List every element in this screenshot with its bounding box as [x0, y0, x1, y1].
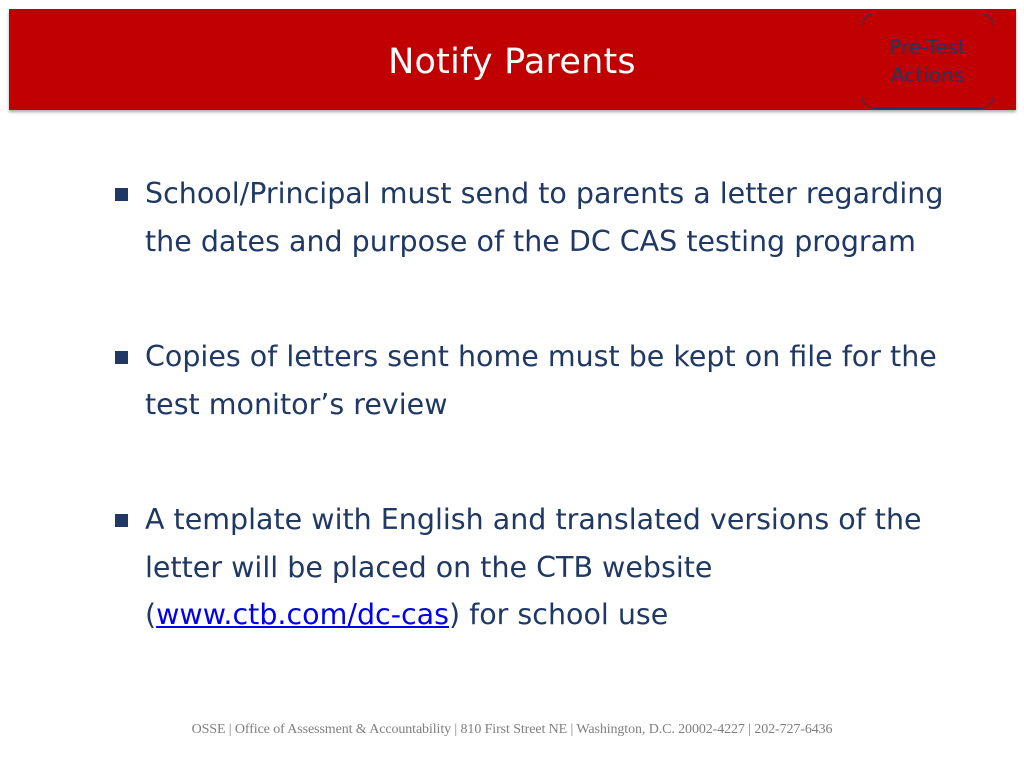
bullet-item-template: [112, 496, 972, 639]
bullet-item-notify-letter: [112, 170, 972, 265]
slide-title: Notify Parents: [388, 42, 636, 82]
ctb-website-link[interactable]: www.ctb.com/dc-cas: [156, 598, 449, 631]
square-bullet-icon: [115, 351, 128, 364]
bullet-text: Copies of letters sent home must be kept on file for the test monitor’s review: [145, 340, 937, 421]
bullet-item-copies-on-file: [112, 333, 972, 428]
badge-line-1: Pre-Test: [889, 35, 966, 59]
bullet-text-after-link: ) for school use: [449, 598, 669, 631]
bullet-text: School/Principal must send to parents a letter regarding the dates and purpose of the DC CAS testing program: [145, 177, 944, 258]
pre-test-actions-badge: [861, 13, 994, 109]
square-bullet-icon: [115, 188, 128, 201]
bullet-text-before-link: A template with English and translated versions of the letter will be placed on the CTB website (: [145, 503, 922, 631]
badge-line-2: Actions: [890, 63, 965, 87]
square-bullet-icon: [115, 514, 128, 527]
bullet-list: [112, 170, 972, 639]
footer-contact-info: OSSE | Office of Assessment & Accountability | 810 First Street NE | Washington, D.C. 20002-4227 | 202-727-6436: [191, 722, 833, 737]
